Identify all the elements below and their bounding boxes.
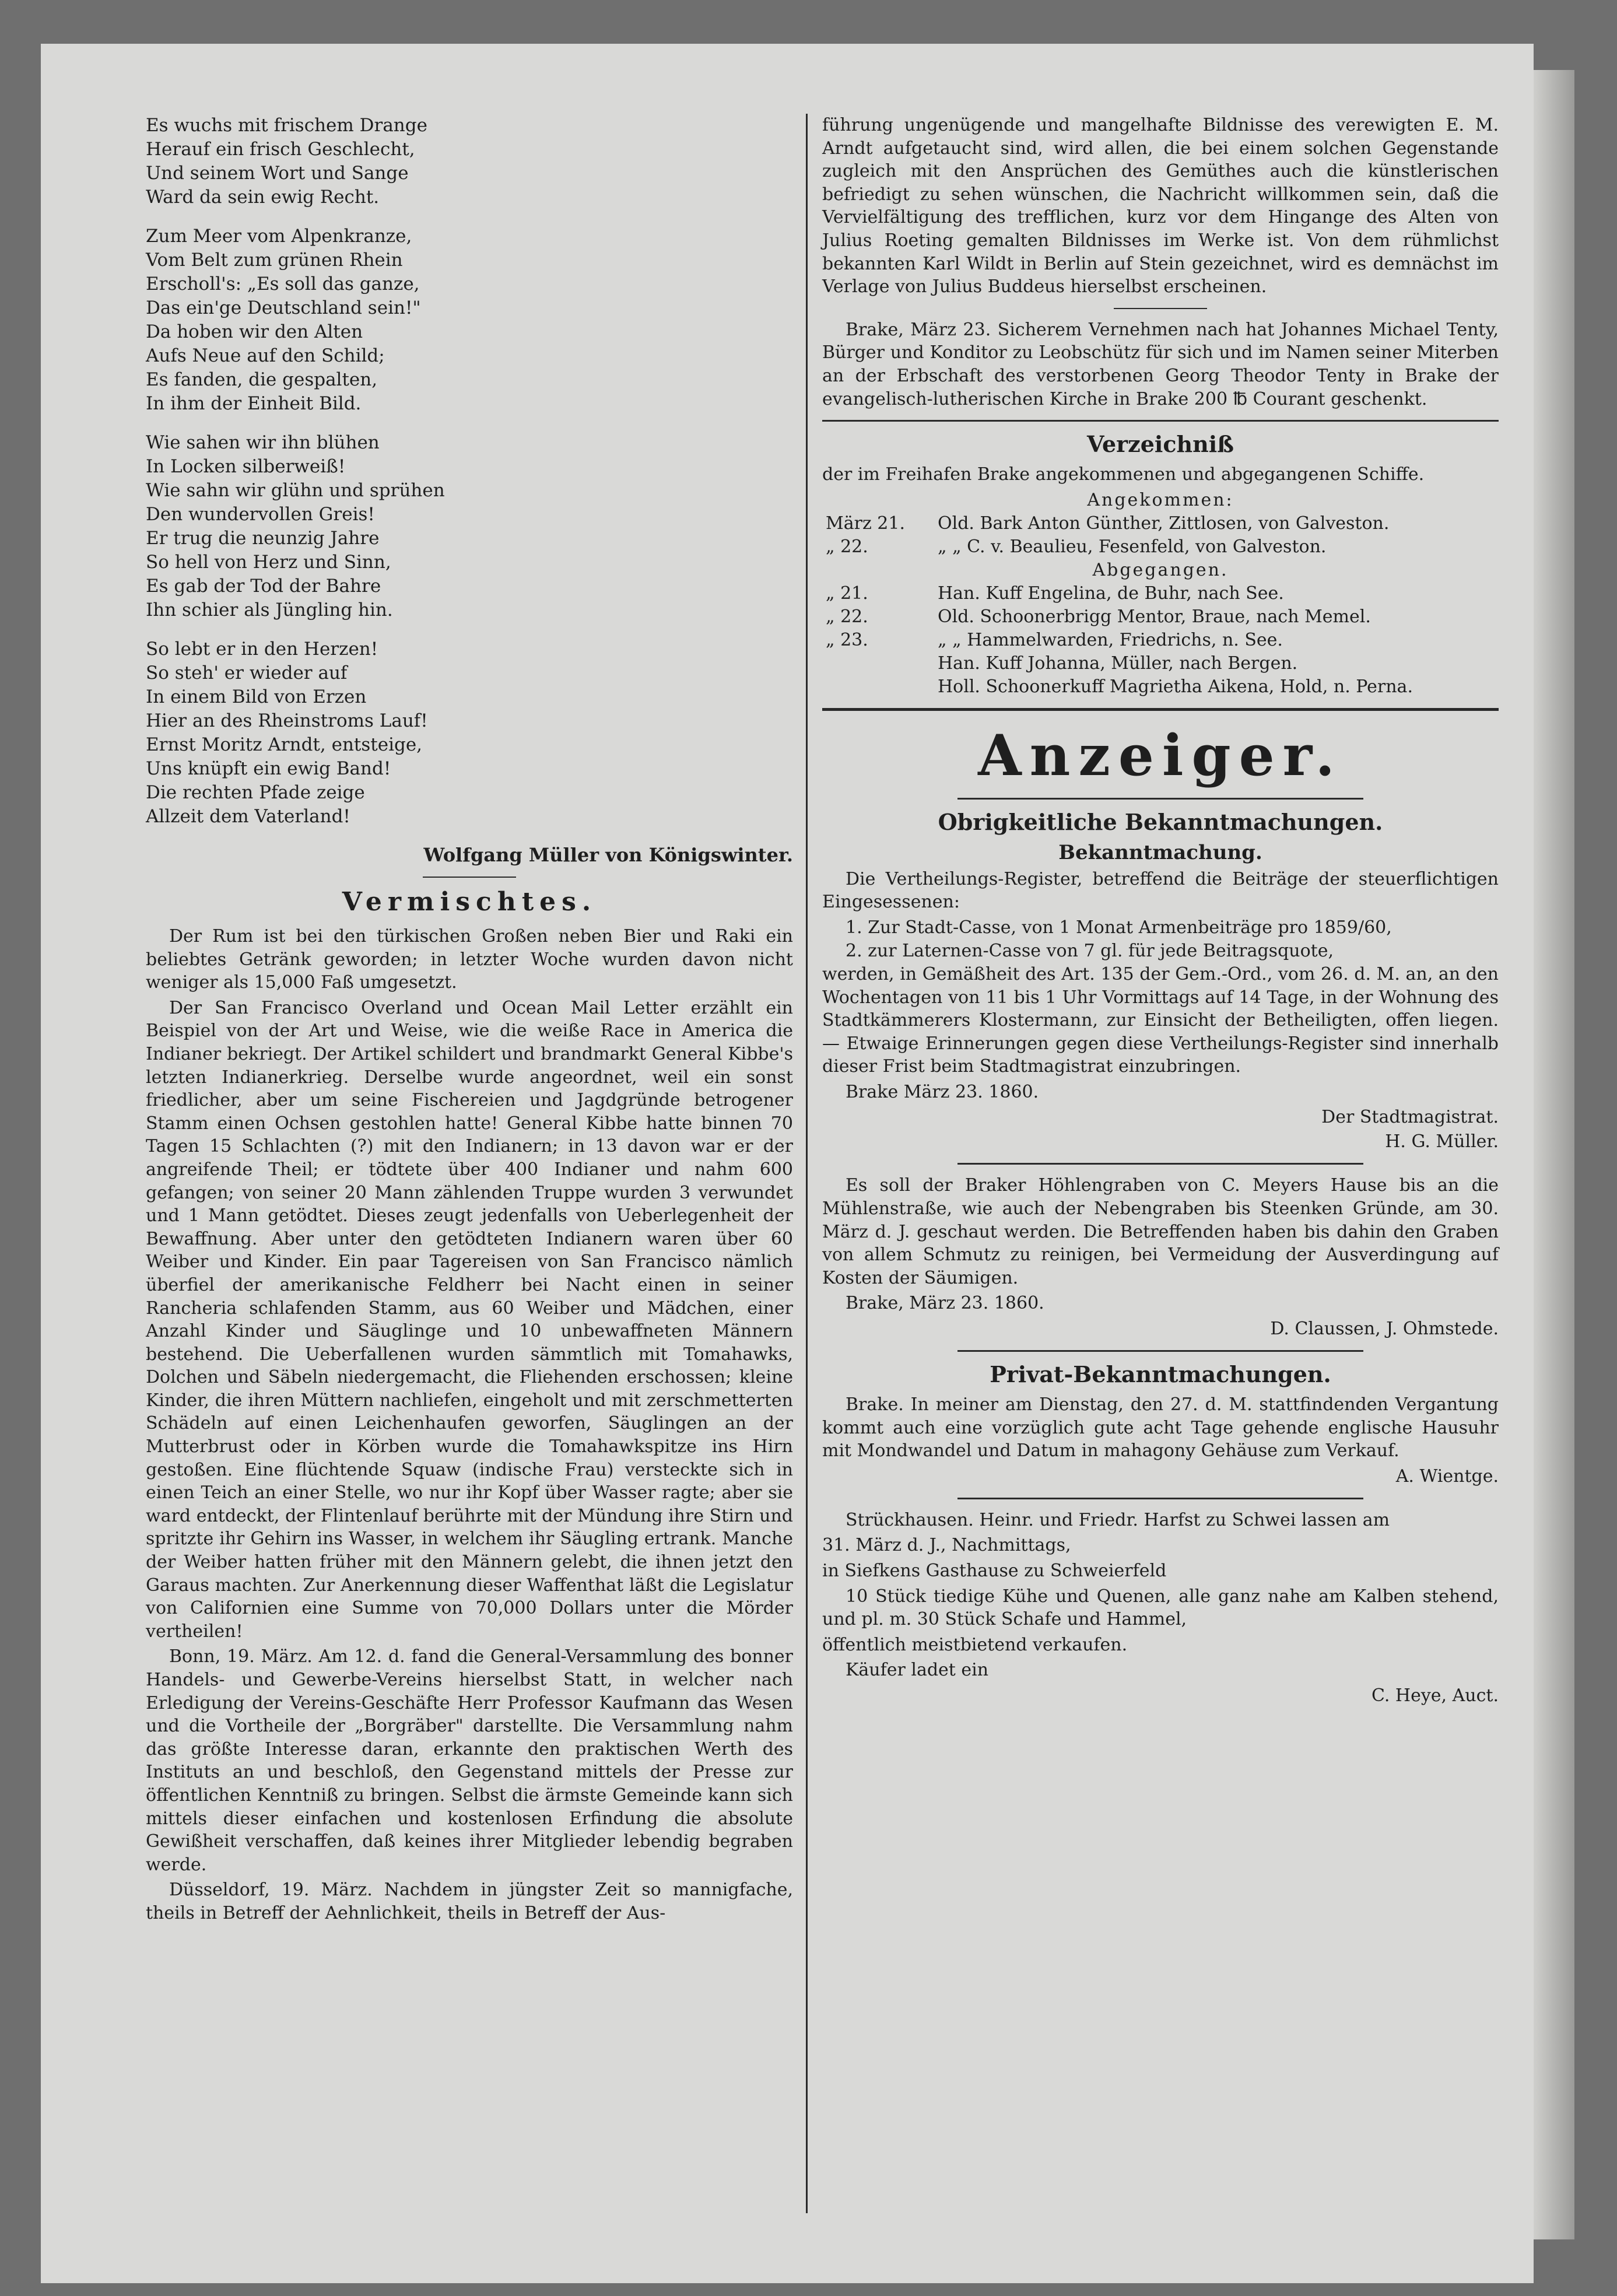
ship-entry: „ „ Hammelwarden, Friedrichs, n. See.	[938, 629, 1283, 650]
bekanntmachung-intro: Die Vertheilungs-Register, betreffend die Beiträge der steuerflichtigen Eingesessenen:	[822, 868, 1499, 913]
ship-entry: Han. Kuff Johanna, Müller, nach Bergen.	[938, 653, 1298, 674]
bekanntmachung-signature: Der Stadtmagistrat.	[1321, 1107, 1499, 1128]
poem-line: So steh' er wieder auf	[146, 662, 348, 683]
graben-date: Brake, März 23. 1860.	[846, 1293, 1044, 1314]
ship-entry: Old. Schoonerbrigg Mentor, Braue, nach Memel.	[938, 606, 1371, 627]
table-row	[822, 629, 1499, 652]
section-rule	[957, 798, 1363, 800]
table-row	[822, 652, 1499, 675]
section-rule	[957, 1498, 1363, 1499]
section-rule	[957, 1350, 1363, 1352]
poem-line: Er trug die neunzig Jahre	[146, 528, 380, 549]
poem-stanza-2	[146, 225, 793, 416]
article-indianer: Der San Francisco Overland und Ocean Mail Letter erzählt ein Beispiel von der Art und Weise, wie die weiße Race in America die Indianer bekriegt. Der Artikel schildert und brandmarkt General Kibbe's letzten Indianerkrieg. Derselbe wurde angeordnet, weil ein sonst friedlicher, aber um seine Fischereien und Jagdgründe betrogener Stamm einen Ochsen gestohlen hatte! General Kibbe hatte binnen 70 Tagen 15 Schlachten (?) mit den Indianern; in 13 davon war er der angreifende Theil; er tödtete über 400 Indianer und nahm 600 gefangen; von seiner 20 Mann zählenden Truppe wurden 3 verwundet und 1 Mann getödtet. Dieses zeugt jedenfalls von Ueberlegenheit der Bewaffnung. Aber unter den getödteten Indianern waren über 60 Weiber und Kinder. Ein paar Tagereisen von San Francisco nämlich überfiel der amerikanische Feldherr bei Nacht einen in seiner Rancheria schlafenden Stamm, aus 60 Weiber und Mädchen, einer Anzahl Kinder und Säuglinge und 10 unbewaffneten Männern bestehend. Die Ueberfallenen wurden sämmtlich mit Tomahawks, Dolchen und Säbeln niedergemacht, die Fliehenden erschossen; kleine Kinder, die ihren Müttern nachliefen, eingeholt und mit zerschmetterten Schädeln auf einen Leichenhaufen geworfen, Säuglingen an der Mutterbrust oder in Körben wurde die Tomahawkspitze ins Hirn gestoßen. Eine flüchtende Squaw (indische Frau) versteckte sich in einen Teich an einer Stelle, wo nur ihr Kopf über Wasser ragte; aber sie ward entdeckt, der Flintenlauf berührte mit der Mündung ihre Stirn und spritzte ihr Gehirn ins Wasser, in welchem ihr Säugling ertrank. Manche der Weiber hatten früher mit den Männern gelebt, die ihnen jetzt den Garaus machten. Zur Anerkennung dieser Waffenthat läßt die Legislatur von Californien eine Summe von 70,000 Dollars unter die Mörder vertheilen!	[146, 997, 793, 1642]
obrigkeitliche-heading: Obrigkeitliche Bekanntmachungen.	[938, 808, 1383, 835]
ship-date	[822, 675, 934, 699]
poem-line: Es wuchs mit frischem Drange	[146, 115, 427, 136]
bekanntmachung-heading: Bekanntmachung.	[1058, 840, 1262, 864]
poem-line: Herauf ein frisch Geschlecht,	[146, 139, 415, 160]
ship-date: März 21.	[826, 513, 905, 534]
ship-entry: Han. Kuff Engelina, de Buhr, nach See.	[938, 583, 1284, 604]
struckhausen-sale: öffentlich meistbietend verkaufen.	[822, 1634, 1128, 1655]
ship-entry: „ „ C. v. Beaulieu, Fesenfeld, von Galveston.	[938, 536, 1327, 557]
page-edge	[1534, 70, 1574, 2239]
struckhausen-date: 31. März d. J., Nachmittags,	[822, 1535, 1071, 1556]
article-bonn: Bonn, 19. März. Am 12. d. fand die General-Versammlung des bonner Handels- und Gewerbe-Vereins hierselbst Statt, in welcher nach Erledigung der Vereins-Geschäfte Herr Professor Kaufmann das Wesen und die Vortheile der „Borgräber" darstellte. Die Versammlung nahm das größte Interesse daran, erkannte den praktischen Werth des Instituts an und beschloß, den Gegenstand mittels der Presse zur öffentlichen Kenntniß zu bringen. Selbst die ärmste Gemeinde kann sich mittels dieser einfachen und kostenlosen Erfindung die absolute Gewißheit verschaffen, daß keines ihrer Mitglieder lebendig begraben werde.	[146, 1646, 793, 1875]
poem	[146, 114, 793, 866]
section-rule	[957, 1163, 1363, 1165]
bekanntmachung-item: 1. Zur Stadt-Casse, von 1 Monat Armenbeiträge pro 1859/60,	[846, 917, 1392, 938]
bekanntmachung-body: werden, in Gemäßheit des Art. 135 der Gem.-Ord., vom 26. d. M. an, an den Wochentagen von 11 bis 1 Uhr Vormittags auf 14 Tage, in der Wohnung des Stadtkämmerers Klostermann, zur Einsicht der Betheiligten, offen liegen. — Etwaige Erinnerungen gegen diese Vertheilungs-Register sind innerhalb dieser Frist beim Stadtmagistrat einzubringen.	[822, 963, 1499, 1077]
poem-line: In einem Bild von Erzen	[146, 686, 367, 707]
arrived-label: Angekommen:	[1087, 489, 1234, 510]
article-brake-news: Brake, März 23. Sicherem Vernehmen nach hat Johannes Michael Tenty, Bürger und Konditor zu Leobschütz für sich und im Namen seiner Miterben an der Erbschaft des verstorbenen Georg Theodor Tenty in Brake der evangelisch-lutherischen Kirche in Brake 200 ℔ Courant geschenkt.	[822, 319, 1499, 409]
table-row	[822, 582, 1499, 605]
vermischtes-heading: Vermischtes.	[342, 887, 597, 917]
struckhausen-signature: C. Heye, Auct.	[1371, 1685, 1499, 1706]
poem-line: Erscholl's: „Es soll das ganze,	[146, 274, 420, 295]
ship-list-heading: Verzeichniß	[1086, 431, 1234, 458]
poem-line: Wie sahn wir glühn und sprühen	[146, 480, 445, 501]
right-column	[822, 114, 1499, 1709]
ship-date: „ 22.	[826, 536, 868, 557]
table-row	[822, 605, 1499, 629]
poem-line: Allzeit dem Vaterland!	[146, 806, 350, 827]
privat-heading: Privat-Bekanntmachungen.	[990, 1361, 1331, 1388]
poem-line: Hier an des Rheinstroms Lauf!	[146, 710, 428, 731]
bekanntmachung-date: Brake März 23. 1860.	[846, 1081, 1039, 1102]
poem-line: So hell von Herz und Sinn,	[146, 552, 391, 573]
poem-line: In ihm der Einheit Bild.	[146, 393, 362, 414]
ship-entry: Holl. Schoonerkuff Magrietha Aikena, Hold, n. Perna.	[938, 676, 1413, 697]
struckhausen-invite: Käufer ladet ein	[846, 1660, 989, 1681]
poem-line: Aufs Neue auf den Schild;	[146, 345, 385, 366]
bekanntmachung-item: 2. zur Laternen-Casse von 7 gl. für jede Beitragsquote,	[846, 940, 1334, 961]
poem-stanza-3	[146, 431, 793, 622]
poem-stanza-1	[146, 114, 793, 209]
article-duesseldorf: Düsseldorf, 19. März. Nachdem in jüngster Zeit so mannigfache, theils in Betreff der Aehnlichkeit, theils in Betreff der Aus-	[146, 1880, 793, 1923]
poem-line: Wie sahen wir ihn blühen	[146, 432, 380, 453]
section-rule	[822, 420, 1499, 422]
poem-line: Ihn schier als Jüngling hin.	[146, 600, 393, 621]
poem-line: Vom Belt zum grünen Rhein	[146, 250, 403, 271]
section-rule	[822, 708, 1499, 711]
table-row	[822, 535, 1499, 559]
poem-line: Es fanden, die gespalten,	[146, 369, 378, 390]
graben-notice: Es soll der Braker Höhlengraben von C. Meyers Hause bis an die Mühlenstraße, wie auch der Nebengraben bis Steenken Gründe, am 30. März d. J. geschaut werden. Die Betreffenden haben bis dahin den Graben von allem Schmutz zu reinigen, bei Vermeidung der Ausverdingung auf Kosten der Säumigen.	[822, 1175, 1499, 1288]
ship-entry: Old. Bark Anton Günther, Zittlosen, von Galveston.	[938, 513, 1390, 534]
poem-line: Da hoben wir den Alten	[146, 321, 363, 342]
bekanntmachung-signature: H. G. Müller.	[1385, 1131, 1499, 1152]
struckhausen-items: 10 Stück tiedige Kühe und Quenen, alle ganz nahe am Kalben stehend, und pl. m. 30 Stück Schafe und Hammel,	[822, 1586, 1499, 1630]
poem-line: Die rechten Pfade zeige	[146, 782, 365, 803]
poem-line: In Locken silberweiß!	[146, 456, 346, 477]
poem-line: So lebt er in den Herzen!	[146, 639, 378, 660]
poem-stanza-4	[146, 637, 793, 829]
poem-line: Zum Meer vom Alpenkranze,	[146, 226, 412, 247]
poem-line: Ward da sein ewig Recht.	[146, 187, 380, 208]
article-arndt-continuation: führung ungenügende und mangelhafte Bildnisse des verewigten E. M. Arndt aufgetaucht sind, wird allen, die bei einem solchen Gegenstande zugleich mit den Ansprüchen des Gemüthes auch die künstlerischen befriedigt zu sehen wünschen, die Nachricht willkommen sein, daß die Vervielfältigung des trefflichen, kurz vor dem Hingange des Alten von Julius Roeting gemalten Bildnisses im Werke ist. Von dem rühmlichst bekannten Karl Wildt in Berlin auf Stein gezeichnet, wird es demnächst im Verlage von Julius Buddeus hierselbst erscheinen.	[822, 115, 1499, 297]
ship-list-table	[822, 489, 1499, 699]
anzeiger-heading: Anzeiger.	[978, 722, 1343, 788]
departed-label: Abgegangen.	[1092, 559, 1229, 580]
privat-signature: A. Wientge.	[1395, 1466, 1499, 1487]
struckhausen-place: in Siefkens Gasthause zu Schweierfeld	[822, 1561, 1167, 1581]
table-row	[822, 559, 1499, 582]
ship-date	[822, 652, 934, 675]
struckhausen-notice: Strückhausen. Heinr. und Friedr. Harfst zu Schwei lassen am	[846, 1509, 1390, 1530]
poem-line: Den wundervollen Greis!	[146, 504, 375, 525]
poem-line: Und seinem Wort und Sange	[146, 163, 409, 184]
column-divider	[806, 114, 808, 2213]
poem-author: Wolfgang Müller von Königswinter.	[423, 844, 793, 866]
poem-line: Es gab der Tod der Bahre	[146, 576, 381, 597]
ship-date: „ 21.	[826, 583, 868, 604]
poem-line: Das ein'ge Deutschland sein!"	[146, 297, 421, 318]
graben-signature: D. Claussen, J. Ohmstede.	[1270, 1319, 1499, 1340]
ship-date: „ 23.	[826, 629, 868, 650]
table-row	[822, 489, 1499, 512]
article-rum: Der Rum ist bei den türkischen Großen neben Bier und Raki ein beliebtes Getränk geworden; in letzter Woche wurden davon nicht weniger als 15,000 Faß umgesetzt.	[146, 926, 793, 993]
poem-line: Uns knüpft ein ewig Band!	[146, 758, 391, 779]
newspaper-page	[41, 44, 1534, 2283]
privat-notice: Brake. In meiner am Dienstag, den 27. d. M. stattfindenden Vergantung kommt auch eine vorzüglich gute acht Tage gehende englische Hausuhr mit Mondwandel und Datum in mahagony Gehäuse zum Verkauf.	[822, 1394, 1499, 1461]
table-row	[822, 512, 1499, 535]
left-column	[146, 114, 793, 1927]
section-rule	[1114, 308, 1207, 309]
ship-list-subheading: der im Freihafen Brake angekommenen und abgegangenen Schiffe.	[822, 464, 1425, 485]
poem-line: Ernst Moritz Arndt, entsteige,	[146, 734, 423, 755]
section-rule	[423, 877, 516, 878]
ship-date: „ 22.	[826, 606, 868, 627]
table-row	[822, 675, 1499, 699]
